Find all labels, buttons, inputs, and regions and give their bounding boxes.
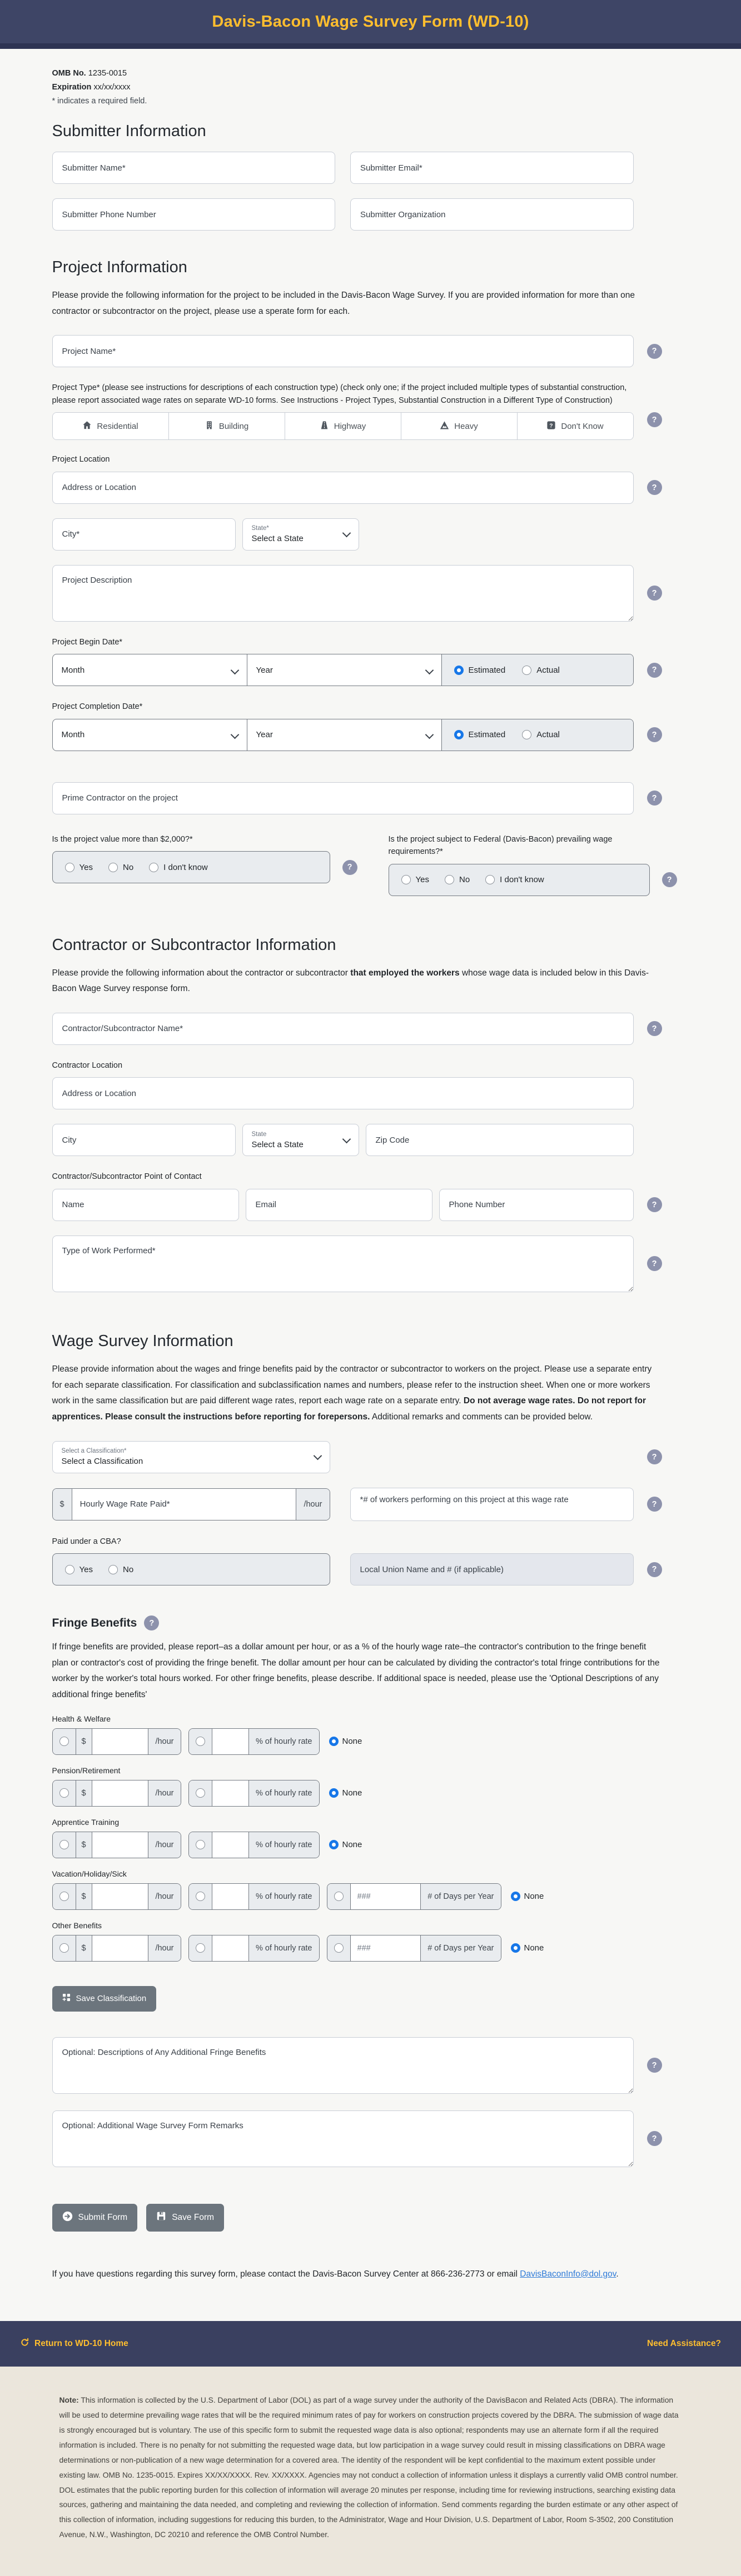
help-icon[interactable] <box>647 344 662 359</box>
percent-suffix: % of hourly rate <box>248 1832 319 1858</box>
fringe-row <box>52 1728 689 1755</box>
hourly-wage-group <box>52 1488 330 1520</box>
contractor-name-input[interactable] <box>52 1013 634 1045</box>
fringe-dollar-input[interactable] <box>92 1935 148 1961</box>
contractor-zip-input[interactable] <box>366 1124 634 1156</box>
fringe-dollar-input[interactable] <box>92 1884 148 1909</box>
dollar-per-hour-group <box>52 1935 181 1962</box>
poc-email-input[interactable] <box>246 1189 432 1221</box>
optional-fringe-textarea[interactable] <box>52 2037 634 2094</box>
radio-icon[interactable] <box>485 875 495 884</box>
contractor-city-input[interactable] <box>52 1124 236 1156</box>
radio-icon[interactable] <box>445 875 454 884</box>
federal-yes-radio[interactable]: Yes <box>401 875 429 884</box>
road-icon <box>320 421 329 432</box>
help-icon[interactable] <box>647 1256 662 1271</box>
project-description-textarea[interactable] <box>52 565 634 622</box>
dollar-sign-prefix: $ <box>53 1489 72 1520</box>
email-link[interactable]: DavisBaconInfo@dol.gov <box>520 2269 616 2279</box>
contractor-intro: Please provide the following information about the contractor or subcontractor that employed the workers whose wage data is included below in this Davis-Bacon Wage Survey response form. <box>52 968 649 994</box>
radio-icon[interactable] <box>196 1840 205 1849</box>
dollar-per-hour-group <box>52 1883 181 1910</box>
help-icon[interactable] <box>647 791 662 806</box>
value-yes-radio[interactable]: Yes <box>65 863 93 872</box>
radio-icon[interactable] <box>149 863 158 872</box>
project-value-radio-group <box>52 851 330 883</box>
project-completion-date-row <box>52 719 689 751</box>
begin-year-select[interactable]: Year <box>247 654 442 686</box>
help-icon[interactable] <box>647 2058 662 2073</box>
radio-icon[interactable] <box>59 1840 69 1849</box>
contractor-city-state-zip-row <box>52 1124 689 1156</box>
help-icon[interactable] <box>662 872 677 887</box>
contractor-address-row <box>52 1077 689 1109</box>
submitter-phone-input[interactable] <box>52 198 336 231</box>
omb-number: OMB No. 1235-0015 <box>52 69 127 78</box>
fringe-dollar-input[interactable] <box>92 1832 148 1858</box>
prime-contractor-row <box>52 782 689 814</box>
submitter-organization-input[interactable] <box>350 198 634 231</box>
radio-icon[interactable] <box>196 1788 205 1798</box>
radio-icon[interactable] <box>329 1737 339 1746</box>
radio-icon[interactable] <box>59 1788 69 1798</box>
percent-suffix: % of hourly rate <box>248 1884 319 1909</box>
completion-month-select[interactable]: Month <box>53 719 247 751</box>
heavy-icon <box>440 421 449 432</box>
fringe-days-input[interactable] <box>351 1935 421 1961</box>
type-residential-button[interactable] <box>53 413 169 439</box>
percent-group <box>188 1883 320 1910</box>
dollar-sign-prefix: $ <box>76 1935 92 1961</box>
chevron-down-icon <box>230 666 239 674</box>
none-radio[interactable]: None <box>329 1788 362 1798</box>
poc-phone-input[interactable] <box>439 1189 634 1221</box>
type-label: Residential <box>97 421 138 431</box>
fringe-row <box>52 1883 689 1910</box>
percent-group <box>188 1728 320 1755</box>
project-name-row <box>52 335 689 367</box>
project-value-label: Is the project value more than $2,000?* <box>52 834 193 844</box>
project-state-select[interactable]: State* Select a State <box>242 518 359 551</box>
radio-icon[interactable] <box>196 1892 205 1901</box>
radio-icon[interactable] <box>329 1788 339 1798</box>
per-hour-suffix: /hour <box>148 1884 180 1909</box>
radio-icon[interactable] <box>454 730 464 739</box>
fringe-row-label: Health & Welfare <box>52 1714 111 1723</box>
help-icon[interactable] <box>647 727 662 742</box>
begin-date-group <box>52 654 634 686</box>
grid-plus-icon <box>62 1993 71 2004</box>
arrow-right-circle-icon <box>62 2211 73 2224</box>
per-hour-suffix: /hour <box>148 1729 180 1754</box>
radio-icon[interactable] <box>401 875 411 884</box>
cba-yes-radio[interactable]: Yes <box>65 1565 93 1574</box>
form-actions <box>52 2204 689 2232</box>
fringe-intro: If fringe benefits are provided, please report–as a dollar amount per hour, or as a % of the hourly wage rate–the contractor's contribution to the fringe benefit plan or contractor's cost of providing the fringe benefit. The dollar amount per hour can be calculated by dividing the contractor's total fringe contributions for the worker by the worker's total hours worked. For other fringe benefits, please describe. If additional space is needed, please use the 'Optional Descriptions of any additional fringe benefits' <box>52 1642 660 1700</box>
help-icon[interactable] <box>647 1562 662 1577</box>
project-begin-date-row <box>52 654 689 686</box>
project-location-label: Project Location <box>52 455 110 464</box>
house-icon <box>82 421 92 432</box>
radio-icon[interactable] <box>334 1943 344 1953</box>
radio-icon[interactable] <box>59 1943 69 1953</box>
project-name-input[interactable] <box>52 335 634 367</box>
save-classification-button[interactable]: Save Classification <box>52 1986 157 2012</box>
contractor-name-row <box>52 1013 689 1045</box>
type-of-work-row <box>52 1236 689 1292</box>
optional-fringe-row <box>52 2037 689 2094</box>
top-header <box>0 0 741 43</box>
radio-icon[interactable] <box>108 863 118 872</box>
fringe-row-label: Apprentice Training <box>52 1817 120 1827</box>
percent-suffix: % of hourly rate <box>248 1780 319 1806</box>
help-icon[interactable] <box>647 480 662 495</box>
type-heavy-button[interactable] <box>401 413 518 439</box>
percent-group <box>188 1780 320 1807</box>
value-idk-radio[interactable]: I don't know <box>149 863 208 872</box>
classification-row <box>52 1441 689 1473</box>
contact-paragraph: If you have questions regarding this survey form, please contact the Davis-Bacon Survey Center at 866-236-2773 or email DavisBaconInfo@dol.gov. <box>52 2269 619 2279</box>
type-label: Heavy <box>454 421 478 431</box>
type-dont-know-button[interactable] <box>518 413 633 439</box>
type-label: Don't Know <box>561 421 604 431</box>
project-type-row <box>52 412 689 440</box>
cba-label: Paid under a CBA? <box>52 1537 121 1546</box>
type-label: Highway <box>334 421 366 431</box>
cba-no-radio[interactable]: No <box>108 1565 133 1574</box>
radio-icon[interactable] <box>59 1737 69 1746</box>
none-radio[interactable]: None <box>511 1943 544 1953</box>
optional-remarks-textarea[interactable] <box>52 2110 634 2167</box>
page-title: Davis-Bacon Wage Survey Form (WD-10) <box>212 12 529 31</box>
section-heading-submitter: Submitter Information <box>52 122 206 140</box>
help-icon[interactable] <box>647 1497 662 1512</box>
fringe-heading: Fringe Benefits ? <box>52 1615 689 1630</box>
bottom-nav-bar <box>0 2321 741 2367</box>
project-address-row <box>52 472 689 504</box>
radio-icon[interactable] <box>522 730 531 739</box>
fringe-days-input[interactable] <box>351 1884 421 1909</box>
radio-icon[interactable] <box>196 1737 205 1746</box>
none-radio[interactable]: None <box>511 1892 544 1901</box>
completion-year-select[interactable]: Year <box>247 719 442 751</box>
radio-icon[interactable] <box>454 666 464 675</box>
help-icon[interactable] <box>647 1449 662 1464</box>
help-icon[interactable] <box>647 412 662 427</box>
radio-icon[interactable] <box>511 1892 520 1901</box>
fringe-row-label: Other Benefits <box>52 1920 102 1930</box>
return-home-link[interactable]: Return to WD-10 Home <box>20 2338 128 2350</box>
hourly-wage-input[interactable] <box>72 1489 296 1520</box>
project-intro: Please provide the following information for the project to be included in the Davis-Bacon Wage Survey. If you are provided information for more than one contractor or subcontractor on the project, please use a sperate form for each. <box>52 291 635 316</box>
fringe-dollar-input[interactable] <box>92 1780 148 1806</box>
federal-idk-radio[interactable]: I don't know <box>485 875 544 884</box>
refresh-arrow-icon <box>20 2338 29 2350</box>
completion-date-group <box>52 719 634 751</box>
help-icon[interactable] <box>144 1615 159 1630</box>
dollar-sign-prefix: $ <box>76 1780 92 1806</box>
omb-meta <box>52 69 689 106</box>
project-type-label: Project Type* (please see instructions for descriptions of each construction type) (check only one; if the project included multiple types of substantial construction, please report associated wage rates on separate WD-10 forms. See Instructions - Project Types, Substantial Construction in a Different Type of Construction) <box>52 383 627 405</box>
type-highway-button[interactable] <box>285 413 401 439</box>
radio-icon[interactable] <box>65 863 74 872</box>
radio-icon[interactable] <box>65 1565 74 1574</box>
federal-no-radio[interactable]: No <box>445 875 470 884</box>
value-no-radio[interactable]: No <box>108 863 133 872</box>
cba-radio-group <box>52 1553 330 1585</box>
days-per-year-suffix: # of Days per Year <box>420 1884 500 1909</box>
per-hour-suffix: /hour <box>148 1832 180 1858</box>
begin-estimate-toggle <box>442 654 633 686</box>
project-begin-date-label: Project Begin Date* <box>52 637 123 647</box>
fringe-percent-input[interactable] <box>212 1729 248 1754</box>
completion-actual-radio[interactable]: Actual <box>522 730 560 739</box>
prime-contractor-input[interactable] <box>52 782 634 814</box>
contractor-state-select[interactable]: State Select a State <box>242 1124 359 1156</box>
project-city-state-row <box>52 518 689 551</box>
fringe-dollar-input[interactable] <box>92 1729 148 1754</box>
submitter-name-input[interactable] <box>52 152 336 184</box>
wage-rate-row <box>52 1488 689 1521</box>
days-per-year-group <box>327 1883 501 1910</box>
help-icon[interactable] <box>647 586 662 601</box>
project-address-input[interactable] <box>52 472 634 504</box>
radio-icon[interactable] <box>59 1892 69 1901</box>
local-union-input[interactable]: Local Union Name and # (if applicable) <box>350 1553 634 1585</box>
project-value-question <box>52 833 357 883</box>
worker-count-input[interactable] <box>350 1488 634 1521</box>
chevron-down-icon <box>342 529 351 538</box>
chevron-down-icon <box>425 731 434 739</box>
fringe-row-label: Vacation/Holiday/Sick <box>52 1869 127 1878</box>
radio-icon[interactable] <box>329 1840 339 1849</box>
building-icon <box>205 421 214 432</box>
per-hour-suffix: /hour <box>148 1780 180 1806</box>
dollar-per-hour-group <box>52 1832 181 1858</box>
dollar-per-hour-group <box>52 1780 181 1807</box>
contractor-poc-row <box>52 1189 689 1221</box>
section-heading-wage: Wage Survey Information <box>52 1332 233 1350</box>
fringe-row <box>52 1780 689 1807</box>
type-label: Building <box>218 421 249 431</box>
radio-icon[interactable] <box>108 1565 118 1574</box>
chevron-down-icon <box>425 666 434 674</box>
fringe-row <box>52 1832 689 1858</box>
federal-wage-question <box>389 833 677 896</box>
wage-intro: Please provide information about the wages and fringe benefits paid by the contractor or subcontractor to workers on the project. Please use a separate entry for each separate classification. For classification and subclassification names and numbers, please refer to the instruction sheet. When one or more workers work in the same classification but are paid different wage rates, report each wage rate on a separate entry. Do not average wage rates. Do not report for apprentices. Please consult the instructions before reporting for forepersons. Additional remarks and comments can be provided below. <box>52 1364 652 1422</box>
project-questions-row <box>52 833 689 896</box>
project-description-row <box>52 565 689 622</box>
optional-fields <box>52 2037 689 2167</box>
submitter-fields <box>52 152 634 231</box>
form-content <box>52 49 689 2321</box>
save-form-button[interactable]: Save Form <box>146 2204 224 2232</box>
contractor-address-input[interactable] <box>52 1077 634 1109</box>
expiration: Expiration xx/xx/xxxx <box>52 83 131 92</box>
question-square-icon <box>546 421 556 432</box>
chevron-down-icon <box>313 1452 322 1460</box>
completion-estimated-radio[interactable]: Estimated <box>454 730 506 739</box>
per-hour-suffix: /hour <box>296 1489 329 1520</box>
contractor-location-label: Contractor Location <box>52 1061 123 1070</box>
required-field-note: * indicates a required field. <box>52 97 147 106</box>
submitter-email-input[interactable] <box>350 152 634 184</box>
need-assistance-link[interactable]: Need Assistance? <box>647 2339 721 2349</box>
none-radio[interactable]: None <box>329 1840 362 1849</box>
fringe-row-label: Pension/Retirement <box>52 1765 121 1775</box>
percent-suffix: % of hourly rate <box>248 1729 319 1754</box>
dollar-per-hour-group <box>52 1728 181 1755</box>
project-type-group <box>52 412 634 440</box>
chevron-down-icon <box>342 1135 351 1144</box>
type-of-work-textarea[interactable] <box>52 1236 634 1292</box>
omb-note-section <box>0 2367 741 2576</box>
contractor-poc-label: Contractor/Subcontractor Point of Contact <box>52 1172 202 1182</box>
begin-estimated-radio[interactable]: Estimated <box>454 666 506 675</box>
chevron-down-icon <box>230 731 239 739</box>
begin-month-select[interactable]: Month <box>53 654 247 686</box>
fringe-percent-input[interactable] <box>212 1935 248 1961</box>
radio-icon[interactable] <box>511 1943 520 1953</box>
fringe-percent-input[interactable] <box>212 1884 248 1909</box>
dollar-sign-prefix: $ <box>76 1832 92 1858</box>
help-icon[interactable] <box>647 1021 662 1036</box>
save-icon <box>156 2211 166 2224</box>
dollar-sign-prefix: $ <box>76 1884 92 1909</box>
help-icon[interactable] <box>342 860 357 875</box>
help-icon[interactable] <box>647 2131 662 2146</box>
header-strip <box>0 43 741 49</box>
project-completion-date-label: Project Completion Date* <box>52 702 143 712</box>
days-per-year-suffix: # of Days per Year <box>420 1935 500 1961</box>
fringe-percent-input[interactable] <box>212 1780 248 1806</box>
percent-group <box>188 1832 320 1858</box>
per-hour-suffix: /hour <box>148 1935 180 1961</box>
section-heading-contractor: Contractor or Subcontractor Information <box>52 936 336 954</box>
fringe-percent-input[interactable] <box>212 1832 248 1858</box>
federal-wage-radio-group <box>389 864 650 896</box>
percent-suffix: % of hourly rate <box>248 1935 319 1961</box>
completion-estimate-toggle <box>442 719 633 751</box>
none-radio[interactable]: None <box>329 1737 362 1746</box>
help-icon[interactable] <box>647 1197 662 1212</box>
radio-icon[interactable] <box>196 1943 205 1953</box>
classification-select[interactable]: Select a Classification* Select a Classification <box>52 1441 330 1473</box>
optional-remarks-row <box>52 2110 689 2167</box>
radio-icon[interactable] <box>522 666 531 675</box>
type-building-button[interactable] <box>169 413 285 439</box>
svg-text:?: ? <box>549 423 553 429</box>
dollar-sign-prefix: $ <box>76 1729 92 1754</box>
section-heading-project: Project Information <box>52 258 187 276</box>
percent-group <box>188 1935 320 1962</box>
poc-name-input[interactable] <box>52 1189 239 1221</box>
federal-wage-label: Is the project subject to Federal (Davis-Bacon) prevailing wage requirements?* <box>388 834 613 857</box>
project-city-input[interactable] <box>52 518 236 551</box>
radio-icon[interactable] <box>334 1892 344 1901</box>
days-per-year-group <box>327 1935 501 1962</box>
cba-row <box>52 1553 689 1585</box>
submit-form-button[interactable]: Submit Form <box>52 2204 138 2232</box>
begin-actual-radio[interactable]: Actual <box>522 666 560 675</box>
help-icon[interactable] <box>647 663 662 678</box>
fringe-row <box>52 1935 689 1962</box>
omb-note-text: Note: This information is collected by the U.S. Department of Labor (DOL) as part of a wage survey under the authority of the DavisBacon and Related Acts (DBRA). The information will be used to determine prevailing wage rates that will be the required minimum rates of pay for workers on construction projects covered by the DBRA. The submission of wage data is strongly encouraged but is voluntary. The use of this specific form to submit the requested wage data is also optional; respondents may use an alternate form if all the required information is included. There is no penalty for not submitting the requested wage data, but low participation in a wage survey could result in missing classifications on DBRA wage determinations or non-publication of a new wage determination for a covered area. The identity of the respondent will be kept confidential to the maximum extent possible under existing law. OMB No. 1235-0015. Expires XX/XX/XXXX. Rev. XX/XXXX. Agencies may not conduct a collection of information unless it displays a currently valid OMB control number. DOL estimates that the public reporting burden for this collection of information will average 20 minutes per response, including time for reviewing instructions, searching existing data sources, gathering and maintaining the data needed, and completing and reviewing the collection of information. Send comments regarding the burden estimate or any other aspect of this collection of information, including suggestions for reducing this burden, to the Administrator, Wage and Hour Division, U.S. Department of Labor, Room S-3502, 200 Constitution Avenue, N.W., Washington, DC 20210 and reference the OMB Control Number. <box>59 2396 679 2539</box>
